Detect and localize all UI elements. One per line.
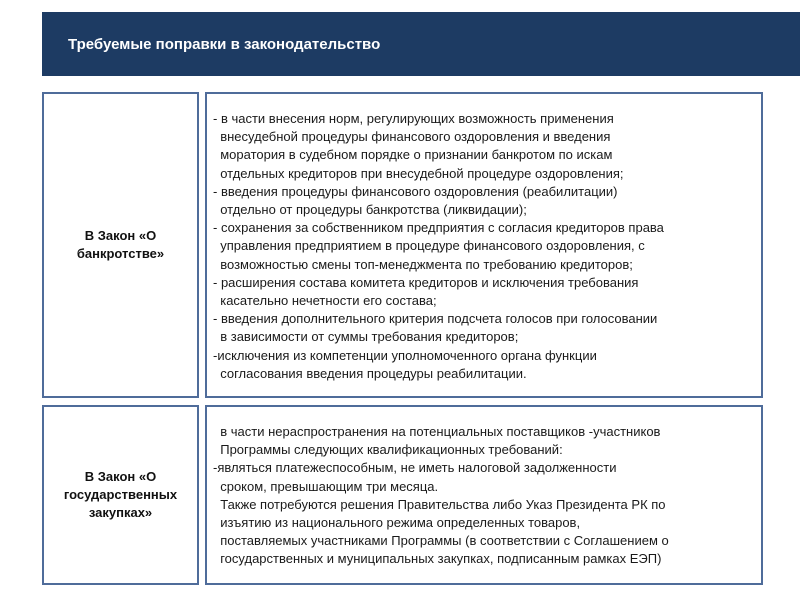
law-label-line: банкротстве» [76, 246, 165, 261]
amendment-line: управления предприятием в процедуре финансового оздоровления, с [213, 238, 645, 254]
amendment-line: внесудебной процедуры финансового оздоровления и введения [213, 129, 611, 145]
law-label-procurement [42, 405, 199, 585]
amendment-line: изъятию из национального режима определенных товаров, [213, 515, 581, 531]
amendment-line: Программы следующих квалификационных требований: [213, 442, 563, 458]
amendment-line: - введения дополнительного критерия подсчета голосов при голосовании [213, 311, 658, 327]
amendment-line: поставляемых участниками Программы (в соответствии с Соглашением о [213, 533, 669, 549]
amendment-line: - сохранения за собственником предприятия с согласия кредиторов права [213, 220, 664, 236]
amendment-line: согласования введения процедуры реабилитации. [213, 365, 527, 381]
amendments-bankruptcy [205, 92, 763, 398]
page-title: Требуемые поправки в законодательство [68, 35, 381, 53]
amendment-line: возможностью смены топ-менеджмента по требованию кредиторов; [213, 256, 633, 272]
law-label-bankruptcy [42, 92, 199, 398]
amendment-line: моратория в судебном порядке о признании банкротом по искам [213, 147, 613, 163]
amendment-line: сроком, превышающим три месяца. [213, 478, 439, 494]
amendment-line: - в части внесения норм, регулирующих возможность применения [213, 111, 614, 126]
amendment-line: отдельно от процедуры банкротства (ликвидации); [213, 202, 527, 218]
law-label-line: В Закон «О [84, 469, 157, 484]
amendment-line: -являться платежеспособным, не иметь налоговой задолженности [213, 460, 617, 476]
amendment-line: - расширения состава комитета кредиторов и исключения требования [213, 274, 639, 290]
amendment-line: отдельных кредиторов при внесудебной процедуре оздоровления; [213, 165, 624, 181]
amendment-line: касательно нечетности его состава; [213, 293, 437, 309]
amendment-line: - введения процедуры финансового оздоровления (реабилитации) [213, 183, 618, 199]
amendment-line: -исключения из компетенции уполномоченного органа функции [213, 347, 597, 363]
amendments-procurement [205, 405, 763, 585]
amendment-line: в зависимости от суммы требования кредиторов; [213, 329, 519, 345]
law-label-line: государственных [63, 487, 178, 502]
amendment-line: в части нераспространения на потенциальных поставщиков -участников [213, 424, 661, 439]
amendment-line: Также потребуются решения Правительства либо Указ Президента РК по [213, 496, 666, 512]
header-bar [42, 12, 800, 76]
law-label-line: закупках» [88, 505, 153, 520]
law-label-line: В Закон «О [84, 228, 157, 243]
amendment-line: государственных и муниципальных закупках, подписанным рамках ЕЭП) [213, 551, 662, 567]
